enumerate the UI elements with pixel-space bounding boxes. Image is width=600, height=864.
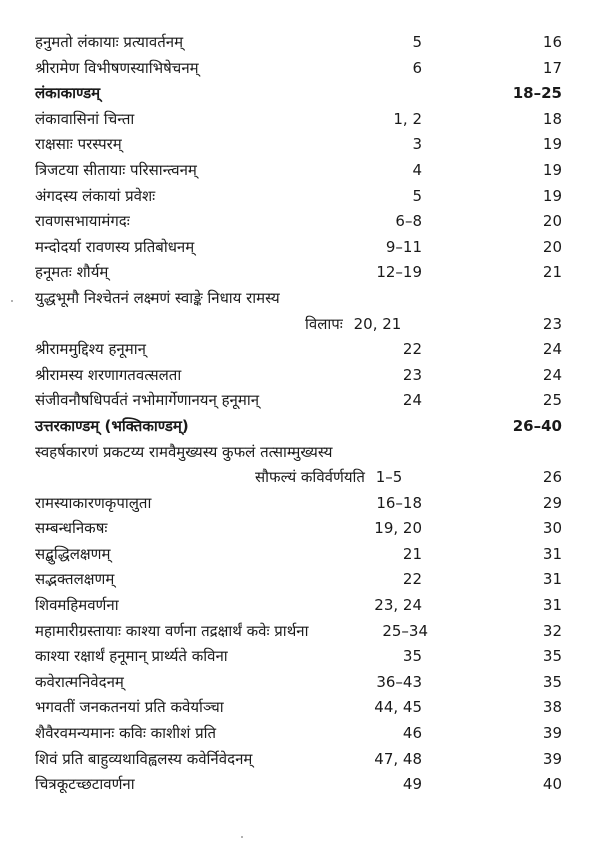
- entry-page: 32: [542, 621, 562, 640]
- list-item: [0, 721, 600, 747]
- entry-title: शिवं प्रति बाहुव्यथाविह्वलस्य कवेर्निवेदनम्: [35, 749, 253, 768]
- entry-title: शैवैरवमन्यमानः कविः काशीशं प्रति: [35, 724, 217, 743]
- entry-title: भगवतीं जनकतनयां प्रति कवेर्याञ्चा: [35, 698, 224, 717]
- entry-page: 24: [542, 365, 562, 384]
- entry-title: मन्दोदर्या रावणस्य प्रतिबोधनम्: [35, 237, 195, 256]
- entry-title: अंगदस्य लंकायां प्रवेशः: [35, 186, 156, 205]
- entry-verse: 16–18: [376, 493, 422, 512]
- entry-title: सद्बुद्धिलक्षणम्: [35, 544, 111, 563]
- list-item: [0, 747, 600, 773]
- entry-title: स्वहर्षकारणं प्रकटय्य रामवैमुख्यस्य कुफलं तत्साम्मुख्यस्य: [35, 442, 333, 461]
- entry-title: काश्या रक्षार्थं हनूमान् प्रार्थ्यते कविना: [35, 647, 228, 666]
- entry-verse: 35: [402, 647, 422, 666]
- entry-page: 31: [542, 570, 562, 589]
- list-item: [0, 337, 600, 363]
- entry-verse: 9–11: [385, 237, 422, 256]
- entry-title: हनूमतः शौर्यम्: [35, 263, 109, 282]
- entry-title: सम्बन्धनिकषः: [35, 519, 108, 538]
- section-heading: [0, 81, 600, 107]
- entry-page: 16: [542, 33, 562, 51]
- entry-verse: 20, 21: [353, 314, 402, 333]
- entry-page: 35: [542, 647, 562, 666]
- entry-page: 38: [542, 698, 562, 717]
- entry-title-continuation: [255, 465, 402, 491]
- entry-page: 21: [542, 263, 562, 282]
- list-item-line-2: [0, 465, 600, 491]
- list-item: [0, 30, 600, 56]
- entry-title-continuation: [305, 312, 401, 338]
- entry-page: 39: [542, 749, 562, 768]
- entry-page: 26: [542, 468, 562, 487]
- entry-page: 40: [542, 775, 562, 794]
- entry-verse: 3: [412, 135, 422, 154]
- entry-title: सौफल्यं कविर्वर्णयति: [255, 468, 365, 487]
- list-item: [0, 209, 600, 235]
- entry-verse: 19, 20: [374, 519, 422, 538]
- entry-title: विलापः: [305, 314, 343, 333]
- entry-page: 23: [542, 314, 562, 333]
- list-item: [0, 388, 600, 414]
- list-item-line-1: [0, 440, 600, 466]
- entry-title: राक्षसाः परस्परम्: [35, 135, 122, 154]
- entry-verse: 36–43: [376, 672, 422, 691]
- entry-verse: 1–5: [375, 468, 403, 487]
- list-item: [0, 567, 600, 593]
- list-item: [0, 56, 600, 82]
- entry-title: लंकावासिनां चिन्ता: [35, 109, 135, 128]
- entry-verse: 23, 24: [374, 596, 422, 615]
- list-item: [0, 542, 600, 568]
- entry-title: संजीवनौषधिपर्वतं नभोमार्गेणानयन् हनूमान्: [35, 391, 260, 410]
- list-item: [0, 363, 600, 389]
- entry-verse: 5: [412, 186, 422, 205]
- list-item-line-2: [0, 312, 600, 338]
- entry-page: 18: [542, 109, 562, 128]
- list-item: [0, 107, 600, 133]
- entry-verse: 1, 2: [393, 109, 422, 128]
- list-item: [0, 593, 600, 619]
- entry-title: श्रीरामस्य शरणागतवत्सलता: [35, 365, 182, 384]
- entry-page: 24: [542, 340, 562, 359]
- entry-title: श्रीराममुद्दिश्य हनूमान्: [35, 340, 146, 359]
- list-item: [0, 235, 600, 261]
- entry-verse: 4: [412, 160, 422, 179]
- entry-verse: 25–34: [382, 621, 428, 640]
- entry-verse: 44, 45: [374, 698, 422, 717]
- entry-title: श्रीरामेण विभीषणस्याभिषेचनम्: [35, 58, 199, 77]
- entry-title: त्रिजटया सीतायाः परिसान्त्वनम्: [35, 160, 197, 179]
- entry-page: 25: [542, 391, 562, 410]
- entry-verse: 47, 48: [374, 749, 422, 768]
- scan-speck: [11, 300, 13, 302]
- section-title: उत्तरकाण्डम् (भक्तिकाण्डम्): [35, 416, 189, 435]
- entry-verse: 23: [402, 365, 422, 384]
- entry-verse: 24: [402, 391, 422, 410]
- entry-title: रावणसभायामंगदः: [35, 212, 130, 231]
- list-item: [0, 695, 600, 721]
- entry-title: शिवमहिमवर्णना: [35, 596, 119, 615]
- entry-verse: 6: [412, 58, 422, 77]
- list-item: [0, 619, 600, 645]
- list-item: [0, 772, 600, 798]
- scan-speck: [241, 836, 243, 838]
- list-item: [0, 260, 600, 286]
- list-item: [0, 132, 600, 158]
- entry-page: 20: [542, 212, 562, 231]
- entry-page: 29: [542, 493, 562, 512]
- entry-page: 17: [542, 58, 562, 77]
- entry-verse: 5: [412, 33, 422, 51]
- section-heading: [0, 414, 600, 440]
- list-item: [0, 158, 600, 184]
- table-of-contents: [0, 30, 600, 798]
- entry-title: चित्रकूटच्छटावर्णना: [35, 775, 135, 794]
- entry-page: 39: [542, 724, 562, 743]
- entry-verse: 22: [402, 340, 422, 359]
- list-item: [0, 670, 600, 696]
- entry-verse: 49: [402, 775, 422, 794]
- entry-page: 35: [542, 672, 562, 691]
- section-title: लंकाकाण्डम्: [35, 84, 101, 103]
- entry-verse: 6–8: [395, 212, 422, 231]
- entry-verse: 46: [402, 724, 422, 743]
- entry-page: 19: [542, 186, 562, 205]
- entry-page: 20: [542, 237, 562, 256]
- entry-title: हनुमतो लंकायाः प्रत्यावर्तनम्: [35, 33, 184, 51]
- entry-title: सद्भक्तलक्षणम्: [35, 570, 115, 589]
- entry-page: 19: [542, 135, 562, 154]
- entry-title: रामस्याकारणकृपालुता: [35, 493, 152, 512]
- entry-verse: 21: [402, 544, 422, 563]
- list-item-line-1: [0, 286, 600, 312]
- list-item: [0, 516, 600, 542]
- entry-page: 30: [542, 519, 562, 538]
- entry-title: युद्धभूमौ निश्चेतनं लक्ष्मणं स्वाङ्के निधाय रामस्य: [35, 288, 280, 307]
- entry-page: 19: [542, 160, 562, 179]
- entry-verse: 12–19: [376, 263, 422, 282]
- list-item: [0, 644, 600, 670]
- entry-verse: 22: [402, 570, 422, 589]
- section-page-range: 18–25: [512, 84, 562, 103]
- section-page-range: 26–40: [512, 416, 562, 435]
- list-item: [0, 184, 600, 210]
- entry-page: 31: [542, 596, 562, 615]
- entry-title: कवेरात्मनिवेदनम्: [35, 672, 124, 691]
- list-item: [0, 491, 600, 517]
- entry-title: महामारीग्रस्तायाः काश्या वर्णना तद्रक्षार्थं कवेः प्रार्थना: [35, 621, 309, 640]
- entry-page: 31: [542, 544, 562, 563]
